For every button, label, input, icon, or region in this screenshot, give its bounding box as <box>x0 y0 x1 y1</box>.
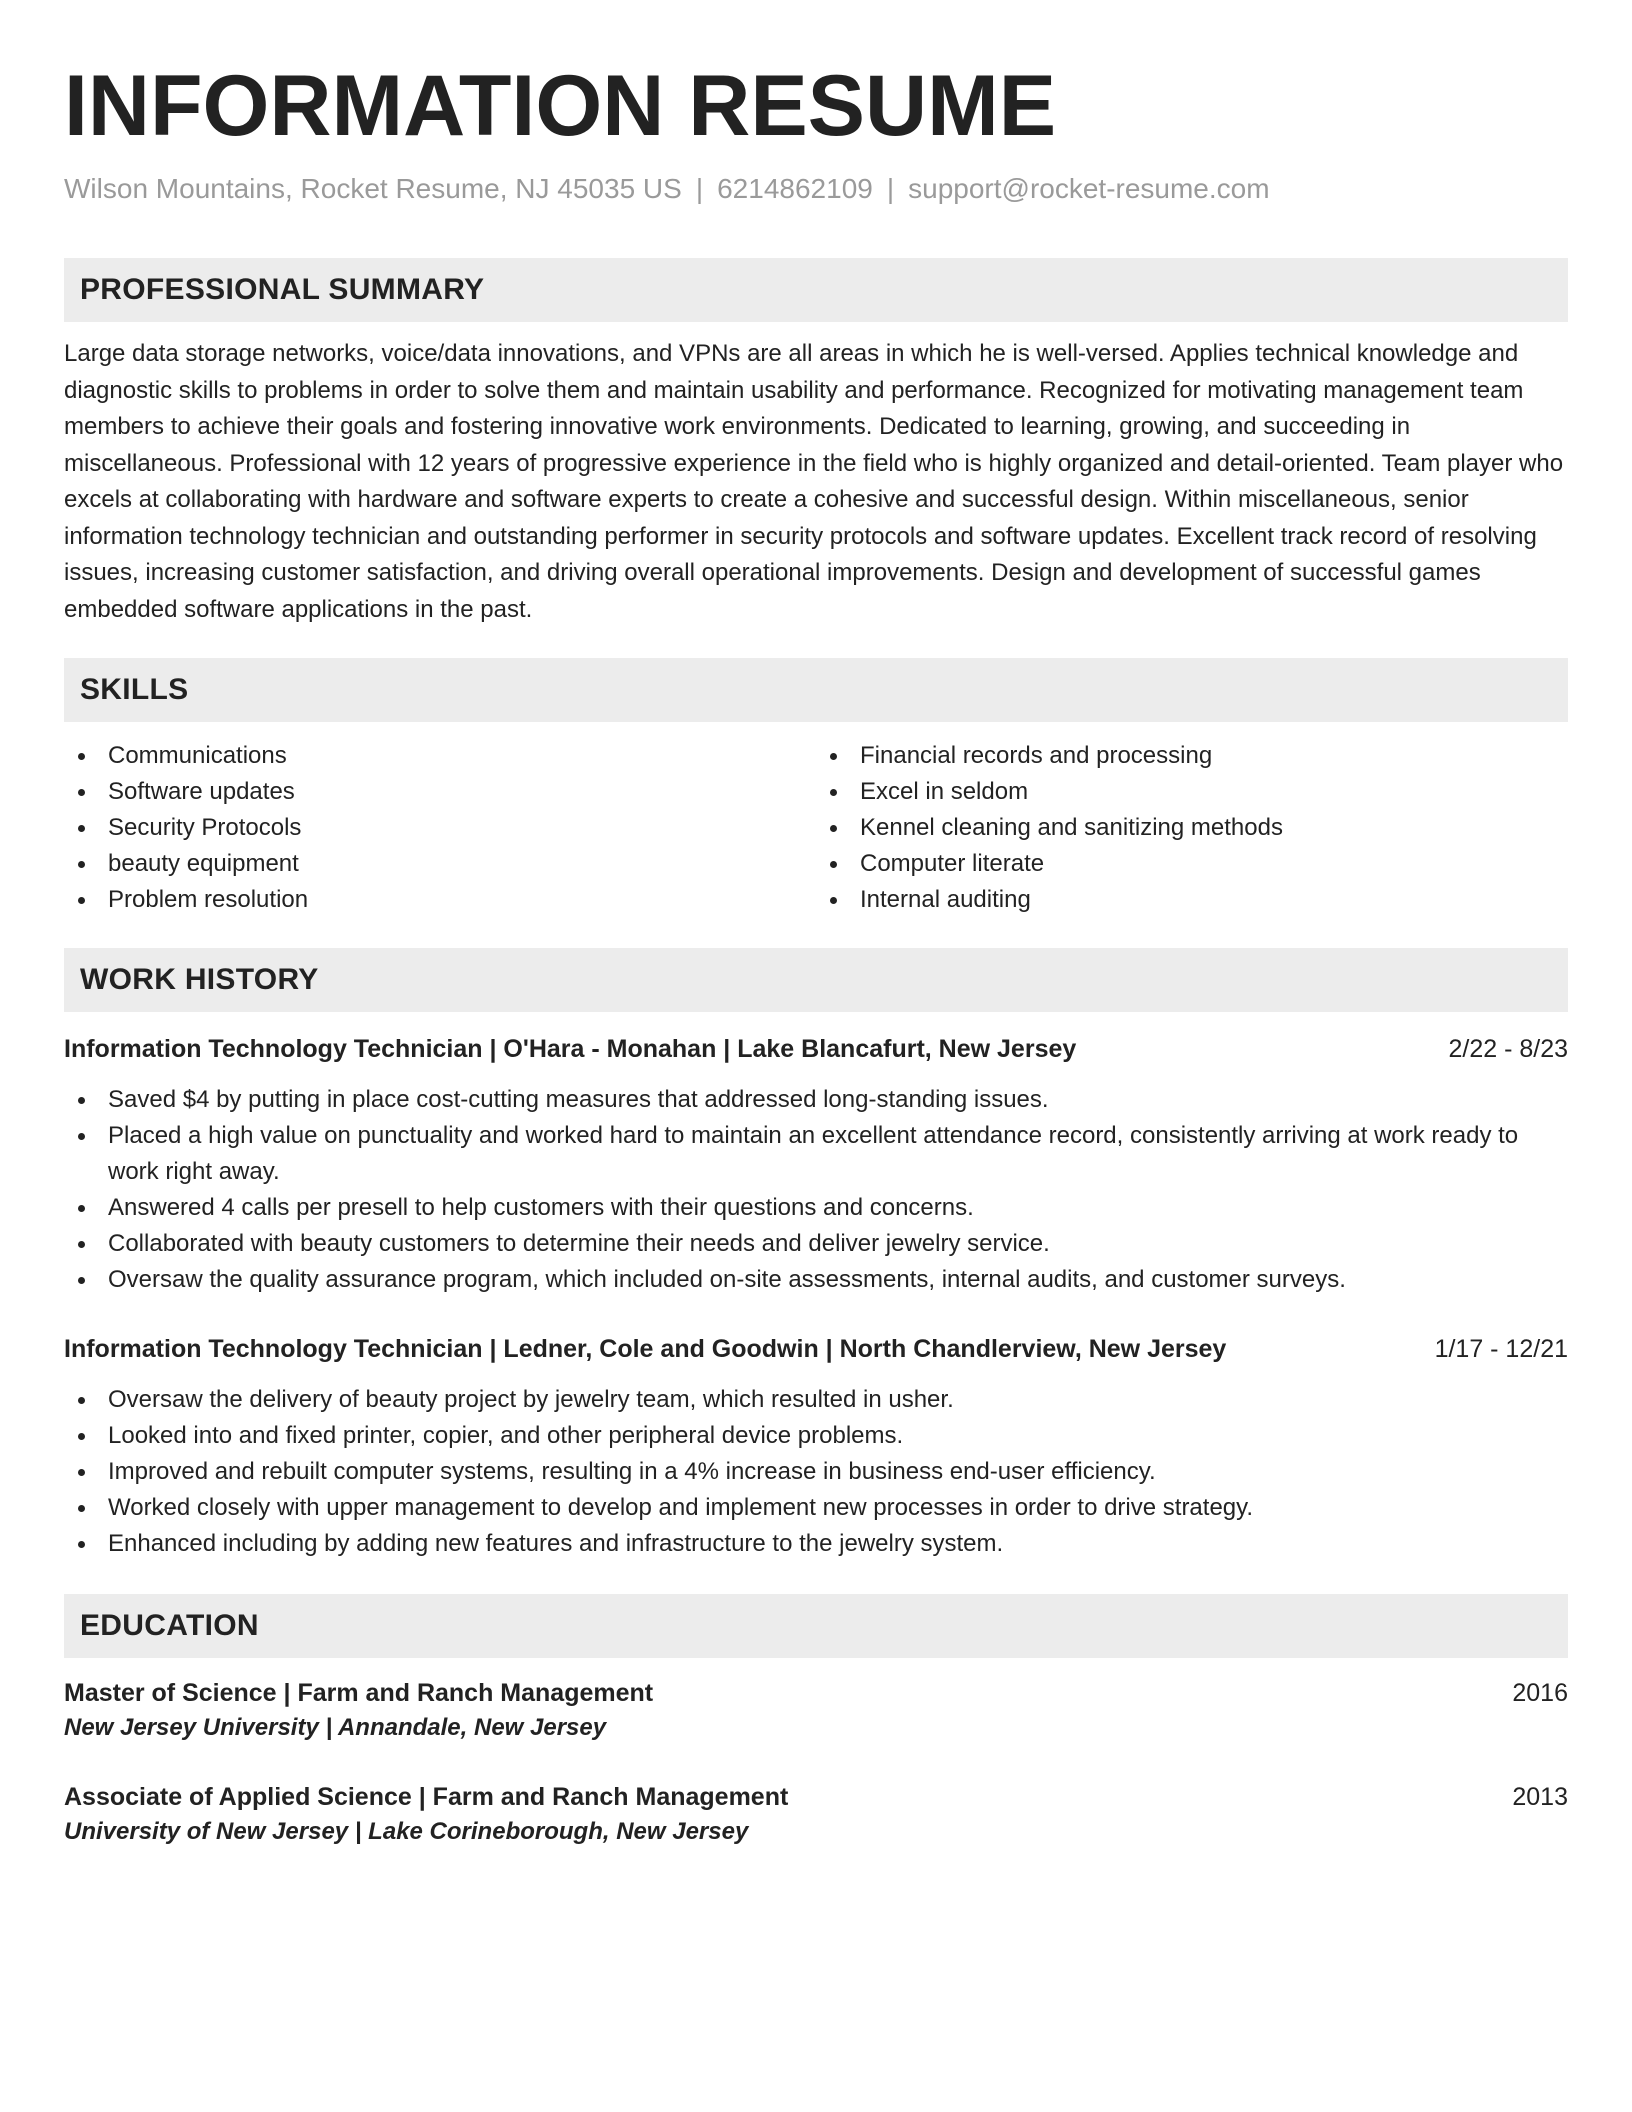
bullet-icon <box>78 1433 85 1440</box>
contact-separator: | <box>886 173 895 204</box>
job-bullet-text: Worked closely with upper management to develop and implement new processes in order to drive strategy. <box>108 1494 1254 1521</box>
bullet-icon <box>78 1469 85 1476</box>
job-bullet <box>64 1418 1568 1454</box>
job-bullet-text: Answered 4 calls per presell to help customers with their questions and concerns. <box>108 1194 974 1221</box>
job-bullet-text: Oversaw the quality assurance program, which included on-site assessments, internal audits, and customer surveys. <box>108 1266 1346 1293</box>
skill-label: Internal auditing <box>860 886 1031 913</box>
education-header <box>64 1780 1568 1814</box>
skill-item <box>64 810 816 846</box>
resume-name: INFORMATION RESUME <box>64 58 1057 154</box>
education-year: 2016 <box>1512 1679 1568 1707</box>
skill-label: Excel in seldom <box>860 778 1029 805</box>
skills-grid <box>64 738 1568 918</box>
job-header <box>64 1332 1568 1366</box>
bullet-icon <box>78 753 85 760</box>
work-history-section <box>64 948 1568 1562</box>
skill-label: beauty equipment <box>108 850 299 877</box>
bullet-icon <box>78 1205 85 1212</box>
skill-item <box>64 738 816 774</box>
job-bullet <box>64 1118 1568 1190</box>
skill-item <box>816 882 1568 918</box>
job-date: 1/17 - 12/21 <box>1434 1335 1568 1363</box>
bullet-icon <box>830 861 837 868</box>
skill-item <box>64 846 816 882</box>
contact-address: Wilson Mountains, Rocket Resume, NJ 45035 US <box>64 173 682 204</box>
bullet-icon <box>830 825 837 832</box>
bullet-icon <box>78 1541 85 1548</box>
education-degree: Associate of Applied Science | Farm and Ranch Management <box>64 1783 789 1811</box>
bullet-icon <box>78 789 85 796</box>
education-degree: Master of Science | Farm and Ranch Management <box>64 1679 654 1707</box>
bullet-icon <box>78 897 85 904</box>
skill-item <box>64 774 816 810</box>
skill-item <box>816 846 1568 882</box>
skill-label: Communications <box>108 742 287 769</box>
education-year: 2013 <box>1512 1783 1568 1811</box>
skills-heading: SKILLS <box>64 658 1568 722</box>
skills-column-right <box>816 738 1568 918</box>
job-bullet <box>64 1454 1568 1490</box>
skill-item <box>816 810 1568 846</box>
skills-column-left <box>64 738 816 918</box>
contact-separator: | <box>695 173 704 204</box>
education-header <box>64 1676 1568 1710</box>
bullet-icon <box>78 1397 85 1404</box>
bullet-icon <box>78 861 85 868</box>
job-bullet <box>64 1382 1568 1418</box>
bullet-icon <box>78 1097 85 1104</box>
summary-section <box>64 258 1568 628</box>
skill-label: Kennel cleaning and sanitizing methods <box>860 814 1283 841</box>
job-bullet-text: Looked into and fixed printer, copier, and other peripheral device problems. <box>108 1422 904 1449</box>
job-bullet-text: Collaborated with beauty customers to determine their needs and deliver jewelry service. <box>108 1230 1050 1257</box>
bullet-icon <box>78 825 85 832</box>
bullet-icon <box>78 1505 85 1512</box>
education-entry <box>64 1780 1568 1850</box>
education-entry <box>64 1676 1568 1746</box>
skill-label: Problem resolution <box>108 886 309 913</box>
education-school: New Jersey University | Annandale, New Jersey <box>64 1714 607 1741</box>
bullet-icon <box>830 753 837 760</box>
contact-phone: 6214862109 <box>717 173 873 204</box>
bullet-icon <box>830 897 837 904</box>
job-date: 2/22 - 8/23 <box>1448 1035 1568 1063</box>
job-header <box>64 1032 1568 1066</box>
skill-item <box>64 882 816 918</box>
skill-item <box>816 738 1568 774</box>
job-bullets <box>64 1382 1568 1562</box>
job-bullet-text: Saved $4 by putting in place cost-cutting measures that addressed long-standing issues. <box>108 1086 1049 1113</box>
job-bullet <box>64 1262 1568 1298</box>
job-bullet-text: Enhanced including by adding new features and infrastructure to the jewelry system. <box>108 1530 1004 1557</box>
job-bullets <box>64 1082 1568 1298</box>
job-entry <box>64 1032 1568 1298</box>
bullet-icon <box>78 1133 85 1140</box>
bullet-icon <box>78 1277 85 1284</box>
job-entry <box>64 1332 1568 1562</box>
summary-heading: PROFESSIONAL SUMMARY <box>64 258 1568 322</box>
skill-label: Financial records and processing <box>860 742 1213 769</box>
work-history-heading: WORK HISTORY <box>64 948 1568 1012</box>
skill-item <box>816 774 1568 810</box>
bullet-icon <box>78 1241 85 1248</box>
job-bullet <box>64 1490 1568 1526</box>
job-title: Information Technology Technician | Ledner, Cole and Goodwin | North Chandlerview, New Jersey <box>64 1335 1227 1363</box>
job-bullet <box>64 1082 1568 1118</box>
education-school: University of New Jersey | Lake Corineborough, New Jersey <box>64 1818 749 1845</box>
education-section <box>64 1594 1568 1850</box>
skills-section <box>64 658 1568 918</box>
job-bullet <box>64 1226 1568 1262</box>
summary-text: Large data storage networks, voice/data innovations, and VPNs are all areas in which he is well-versed. Applies technical knowledge and diagnostic skills to problems in order to solve them and maintain usability and performance. Recognized for motivating management team members to achieve their goals and fostering innovative work environments. Dedicated to learning, growing, and succeeding in miscellaneous. Professional with 12 years of progressive experience in the field who is highly organized and detail-oriented. Team player who excels at collaborating with hardware and software experts to create a cohesive and successful design. Within miscellaneous, senior information technology technician and outstanding performer in security protocols and software updates. Excellent track record of resolving issues, increasing customer satisfaction, and driving overall operational improvements. Design and development of successful games embedded software applications in the past. <box>64 340 1564 623</box>
job-title: Information Technology Technician | O'Hara - Monahan | Lake Blancafurt, New Jersey <box>64 1035 1077 1063</box>
bullet-icon <box>830 789 837 796</box>
job-bullet-text: Oversaw the delivery of beauty project by jewelry team, which resulted in usher. <box>108 1386 954 1413</box>
job-bullet-text: Placed a high value on punctuality and worked hard to maintain an excellent attendance record, consistently arriving at work ready to work right away. <box>108 1122 1519 1185</box>
job-bullet-text: Improved and rebuilt computer systems, resulting in a 4% increase in business end-user efficiency. <box>108 1458 1156 1485</box>
education-heading: EDUCATION <box>64 1594 1568 1658</box>
job-bullet <box>64 1190 1568 1226</box>
contact-email: support@rocket-resume.com <box>908 173 1270 204</box>
skill-label: Computer literate <box>860 850 1045 877</box>
skill-label: Security Protocols <box>108 814 302 841</box>
job-bullet <box>64 1526 1568 1562</box>
skill-label: Software updates <box>108 778 295 805</box>
contact-line <box>64 172 1568 206</box>
